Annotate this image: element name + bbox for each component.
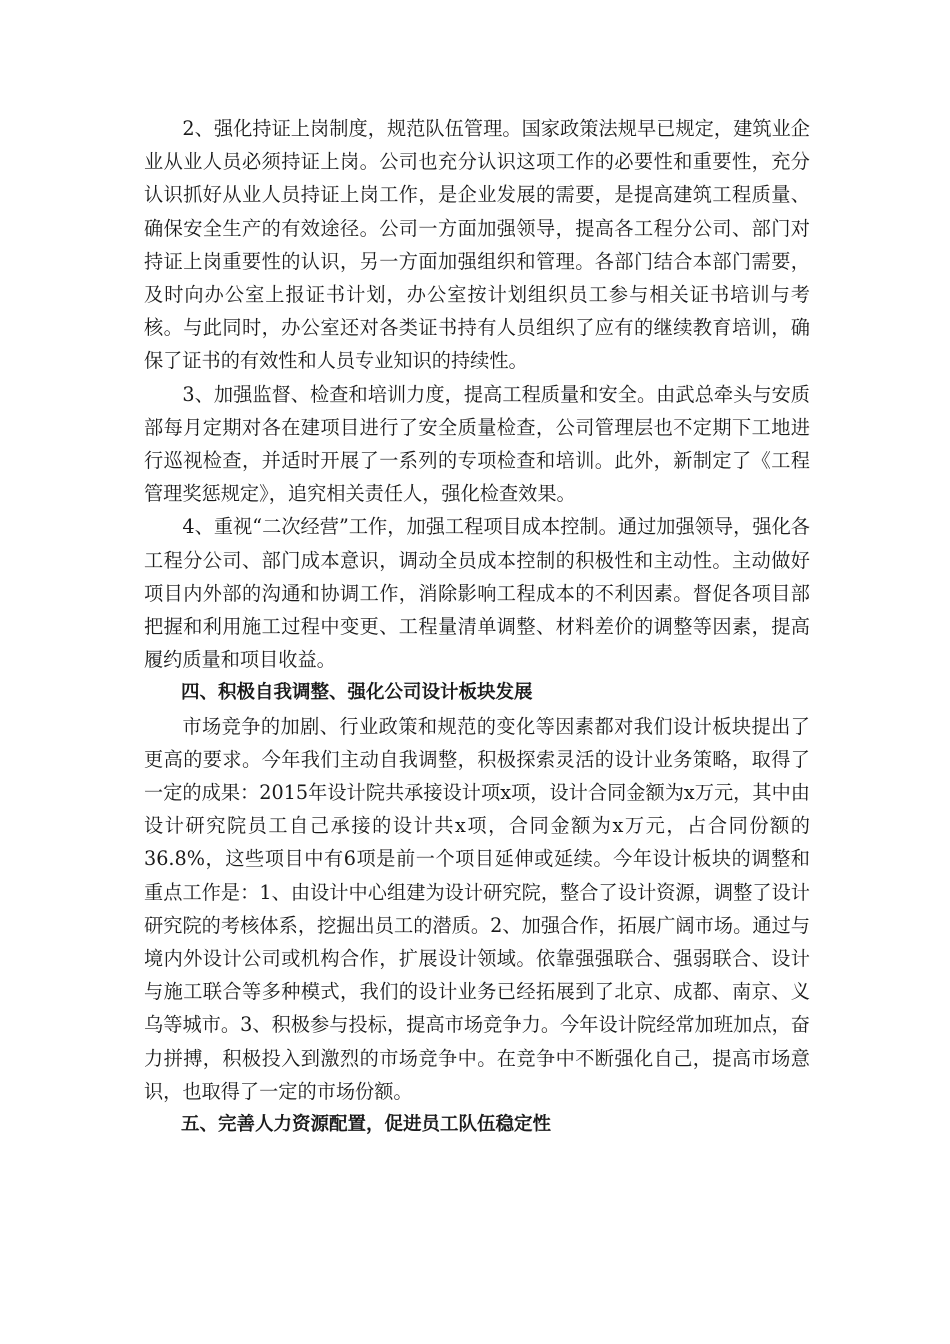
document-page xyxy=(144,112,810,1141)
section-heading-hr: 五、完善人力资源配置，促进员工队伍稳定性 xyxy=(181,1114,552,1136)
section-heading-design: 四、积极自我调整、强化公司设计板块发展 xyxy=(181,682,533,704)
paragraph-cost-control: 4、重视“二次经营”工作，加强工程项目成本控制。通过加强领导，强化各工程分公司、部门成本意识，调动全员成本控制的积极性和主动性。主动做好项目内外部的沟通和协调工作，消除影响工程成本的不利因素。督促各项目部把握和利用施工过程中变更、工程量清单调整、材料差价的调整等因素，提高履约质量和项目收益。 xyxy=(144,515,810,672)
paragraph-certification: 2、强化持证上岗制度，规范队伍管理。国家政策法规早已规定，建筑业企业从业人员必须持证上岗。公司也充分认识这项工作的必要性和重要性，充分认识抓好从业人员持证上岗工作，是企业发展的需要，是提高建筑工程质量、确保安全生产的有效途径。公司一方面加强领导，提高各工程分公司、部门对持证上岗重要性的认识，另一方面加强组织和管理。各部门结合本部门需要，及时向办公室上报证书计划，办公室按计划组织员工参与相关证书培训与考核。与此同时，办公室还对各类证书持有人员组织了应有的继续教育培训，确保了证书的有效性和人员专业知识的持续性。 xyxy=(144,117,810,373)
paragraph-design-business: 市场竞争的加剧、行业政策和规范的变化等因素都对我们设计板块提出了更高的要求。今年我们主动自我调整，积极探索灵活的设计业务策略，取得了一定的成果：2015年设计院共承接设计项x项，设计合同金额为x万元，其中由设计研究院员工自己承接的设计共x项，合同金额为x万元，占合同份额的36.8%，这些项目中有6项是前一个项目延伸或延续。今年设计板块的调整和重点工作是：1、由设计中心组建为设计研究院，整合了设计资源，调整了设计研究院的考核体系，挖掘出员工的潜质。2、加强合作，拓展广阔市场。通过与境内外设计公司或机构合作，扩展设计领域。依靠强强联合、强弱联合、设计与施工联合等多种模式，我们的设计业务已经拓展到了北京、成都、南京、义乌等城市。3、积极参与投标，提高市场竞争力。今年设计院经常加班加点，奋力拼搏，积极投入到激烈的市场竞争中。在竞争中不断强化自己，提高市场意识，也取得了一定的市场份额。 xyxy=(144,714,810,1103)
paragraph-supervision: 3、加强监督、检查和培训力度，提高工程质量和安全。由武总牵头与安质部每月定期对各在建项目进行了安全质量检查，公司管理层也不定期下工地进行巡视检查，并适时开展了一系列的专项检查和培训。此外，新制定了《工程管理奖惩规定》，追究相关责任人，强化检查效果。 xyxy=(144,382,810,506)
